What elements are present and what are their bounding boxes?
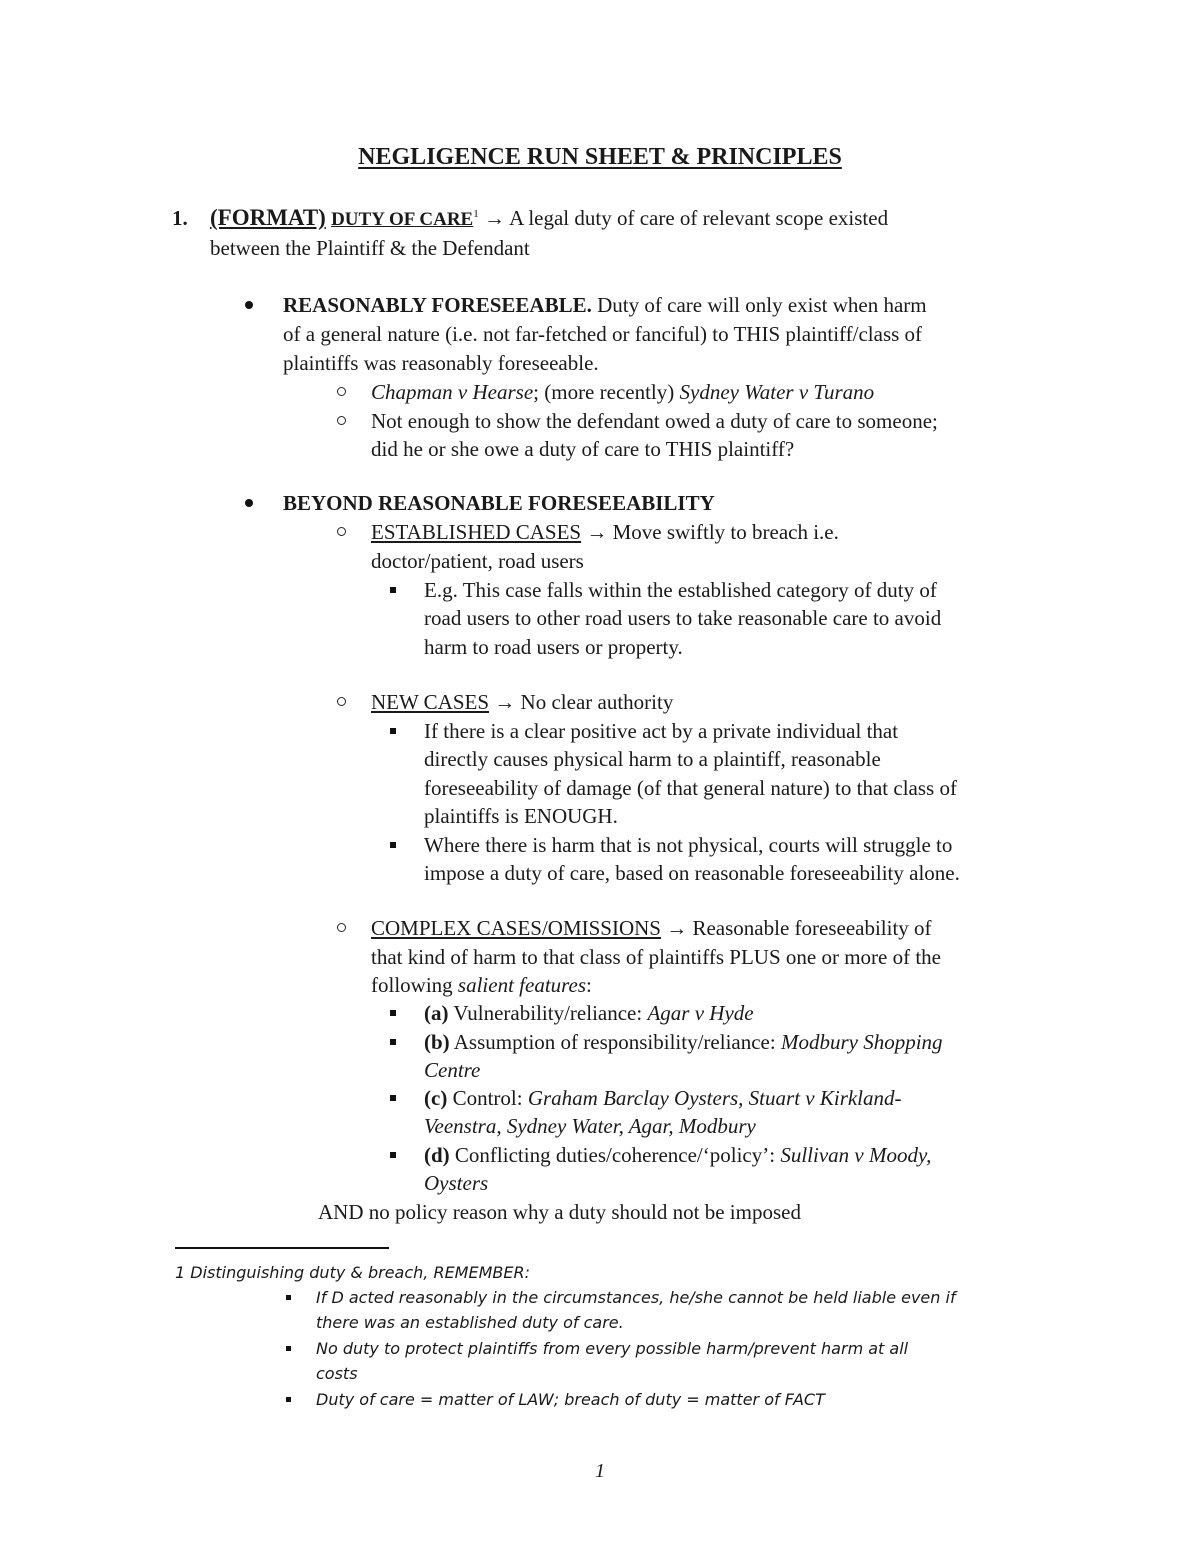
salient-feature-a: (a) Vulnerability/reliance: Agar v Hyde bbox=[424, 999, 1024, 1028]
point-text-line: Veenstra, Sydney Water, Agar, Modbury bbox=[424, 1114, 756, 1138]
sub-item-established-cases: ESTABLISHED CASES → Move swiftly to breach i.e. bbox=[371, 518, 1041, 547]
duty-label: DUTY OF CARE bbox=[331, 209, 474, 230]
footnote-text-line: there was an established duty of care. bbox=[316, 1313, 624, 1332]
footnote-text-line: costs bbox=[316, 1364, 358, 1383]
point-text-line: directly causes physical harm to a plaintiff, reasonable bbox=[424, 747, 881, 771]
footnote-item: If D acted reasonably in the circumstances, he/she cannot be held liable even if bbox=[316, 1285, 1036, 1310]
point-text-line: harm to road users or property. bbox=[424, 635, 683, 659]
section-intro-line2: between the Plaintiff & the Defendant bbox=[210, 236, 530, 260]
footnote-item: Duty of care = matter of LAW; breach of duty = matter of FACT bbox=[316, 1387, 1036, 1412]
square-bullet-icon bbox=[390, 1095, 396, 1101]
circle-bullet-icon bbox=[337, 527, 346, 536]
section-number: 1. bbox=[172, 206, 188, 230]
circle-bullet-icon bbox=[337, 923, 346, 932]
section-duty-of-care bbox=[172, 204, 1040, 235]
circle-bullet-icon bbox=[337, 697, 346, 706]
bullet-text-line: of a general nature (i.e. not far-fetched or fanciful) to THIS plaintiff/class of bbox=[283, 322, 923, 346]
bullet-reasonably-foreseeable: REASONABLY FORESEEABLE. Duty of care will only exist when harm bbox=[283, 291, 1043, 320]
circle-bullet-icon bbox=[337, 416, 346, 425]
point-text-line: foreseeability of damage (of that general nature) to that class of bbox=[424, 776, 957, 800]
bullet-heading: REASONABLY FORESEEABLE. bbox=[283, 293, 592, 317]
policy-condition: AND no policy reason why a duty should not be imposed bbox=[318, 1200, 801, 1224]
square-bullet-icon bbox=[286, 1397, 291, 1402]
square-bullet-icon bbox=[286, 1295, 291, 1300]
footnote-heading: 1 Distinguishing duty & breach, REMEMBER: bbox=[175, 1263, 530, 1282]
point-text-line: Oysters bbox=[424, 1171, 489, 1195]
sub-item-cases: Chapman v Hearse; (more recently) Sydney Water v Turano bbox=[371, 378, 1041, 407]
sub-item-new-cases: NEW CASES → No clear authority bbox=[371, 688, 1041, 717]
point-text-line: road users to other road users to take reasonable care to avoid bbox=[424, 606, 942, 630]
point-text-line: Centre bbox=[424, 1058, 481, 1082]
footnote-divider bbox=[175, 1247, 389, 1249]
point-established-example: E.g. This case falls within the established category of duty of bbox=[424, 576, 1024, 605]
bullet-dot-icon bbox=[245, 499, 253, 507]
circle-bullet-icon bbox=[337, 387, 346, 396]
square-bullet-icon bbox=[390, 1152, 396, 1158]
square-bullet-icon bbox=[390, 1010, 396, 1016]
square-bullet-icon bbox=[390, 842, 396, 848]
point-positive-act: If there is a clear positive act by a private individual that bbox=[424, 717, 1024, 746]
bullet-dot-icon bbox=[245, 301, 253, 309]
square-bullet-icon bbox=[390, 728, 396, 734]
format-label: (FORMAT) bbox=[210, 205, 326, 230]
page-title: NEGLIGENCE RUN SHEET & PRINCIPLES bbox=[358, 144, 842, 170]
square-bullet-icon bbox=[390, 587, 396, 593]
section-intro: → A legal duty of care of relevant scope existed bbox=[483, 206, 889, 230]
footnote-ref: 1 bbox=[473, 208, 479, 220]
square-bullet-icon bbox=[286, 1346, 291, 1351]
sub-item-text-line: did he or she owe a duty of care to THIS plaintiff? bbox=[371, 437, 795, 461]
point-not-physical: Where there is harm that is not physical, courts will struggle to bbox=[424, 831, 1024, 860]
page-number: 1 bbox=[595, 1460, 605, 1482]
square-bullet-icon bbox=[390, 1039, 396, 1045]
sub-item-not-enough: Not enough to show the defendant owed a duty of care to someone; bbox=[371, 407, 1041, 436]
footnote-item: No duty to protect plaintiffs from every possible harm/prevent harm at all bbox=[316, 1336, 1036, 1361]
point-text-line: impose a duty of care, based on reasonable foreseeability alone. bbox=[424, 861, 960, 885]
sub-item-text-line: that kind of harm to that class of plaintiffs PLUS one or more of the bbox=[371, 945, 942, 969]
salient-feature-d: (d) Conflicting duties/coherence/‘policy’: Sullivan v Moody, bbox=[424, 1141, 1024, 1170]
bullet-text-line: plaintiffs was reasonably foreseeable. bbox=[283, 351, 599, 375]
point-text-line: plaintiffs is ENOUGH. bbox=[424, 804, 618, 828]
sub-item-text-line: following salient features: bbox=[371, 973, 592, 997]
bullet-beyond-foreseeability: BEYOND REASONABLE FORESEEABILITY bbox=[283, 489, 1043, 518]
sub-item-complex-cases: COMPLEX CASES/OMISSIONS → Reasonable foreseeability of bbox=[371, 914, 1041, 943]
sub-item-text-line: doctor/patient, road users bbox=[371, 549, 584, 573]
salient-feature-c: (c) Control: Graham Barclay Oysters, Stuart v Kirkland- bbox=[424, 1084, 1024, 1113]
salient-feature-b: (b) Assumption of responsibility/reliance: Modbury Shopping bbox=[424, 1028, 1024, 1057]
